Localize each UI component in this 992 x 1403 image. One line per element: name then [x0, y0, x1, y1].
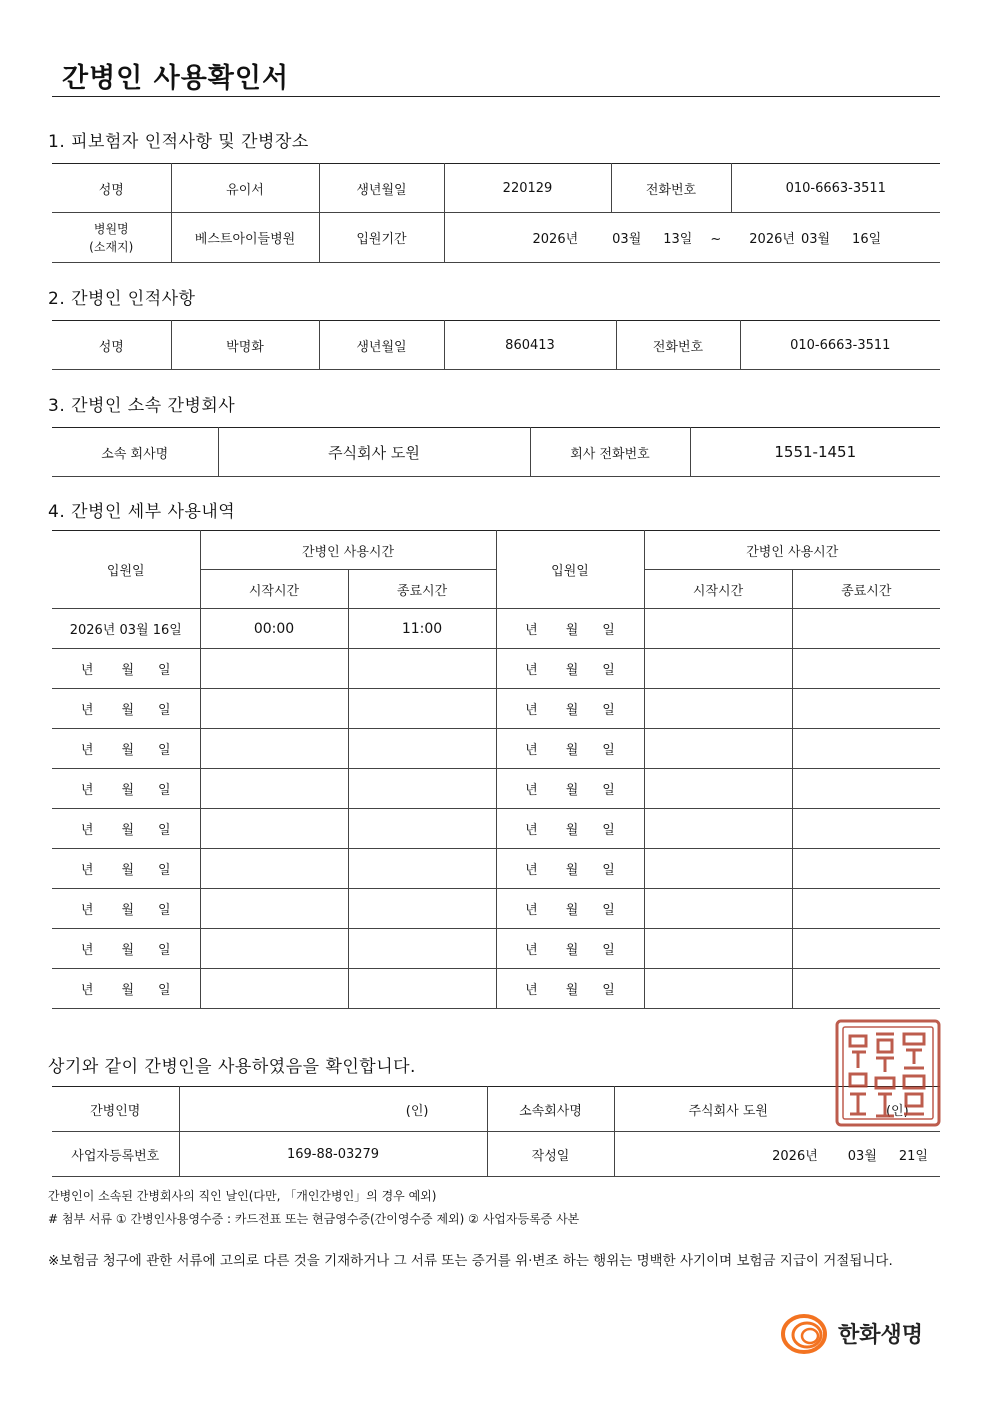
day-mark: 일: [158, 703, 171, 718]
usage-start-blank: [644, 929, 792, 969]
period-start-day: 13일: [663, 232, 693, 247]
usage-end-blank: [792, 889, 940, 929]
year-mark: 년: [525, 863, 538, 878]
company-seal-stamp: [834, 1018, 942, 1128]
usage-date-blank: [52, 769, 200, 809]
month-mark: 월: [565, 823, 579, 838]
title-divider: [52, 96, 940, 97]
usage-time-header-right: 간병인 사용시간: [644, 531, 940, 570]
month-mark: 월: [565, 623, 579, 638]
hanwha-logo-text: 한화생명: [838, 1323, 924, 1348]
hospital-label-sub: (소재지): [89, 239, 134, 254]
written-year: 2026년: [772, 1148, 818, 1164]
table-row: [52, 689, 940, 729]
insured-name: 유이서: [171, 164, 319, 213]
written-month: 03월: [847, 1148, 877, 1164]
hospital-name: 베스트아이들병원: [171, 213, 319, 263]
insured-birth: 220129: [444, 164, 611, 213]
section-1-heading: 1. 피보험자 인적사항 및 간병장소: [48, 132, 309, 152]
written-date-label: 작성일: [487, 1132, 614, 1177]
usage-start-blank: [644, 609, 792, 649]
usage-start-blank: [644, 769, 792, 809]
company-name-label: 소속 회사명: [52, 428, 218, 477]
year-mark: 년: [80, 863, 94, 878]
usage-start-blank: [644, 649, 792, 689]
caregiver-name-label: 성명: [52, 321, 171, 370]
day-mark: 일: [158, 983, 171, 998]
year-mark: 년: [80, 823, 94, 838]
usage-end-blank: [792, 849, 940, 889]
day-mark: 일: [158, 903, 171, 918]
section-2-heading: 2. 간병인 인적사항: [48, 289, 196, 309]
year-mark: 년: [80, 943, 94, 958]
year-mark: 년: [525, 623, 538, 638]
period-end-year: 2026년: [749, 232, 795, 247]
day-mark: 일: [602, 943, 615, 958]
page-title: 간병인 사용확인서: [62, 63, 290, 94]
day-mark: 일: [602, 823, 615, 838]
year-mark: 년: [80, 743, 94, 758]
usage-end-blank: [792, 649, 940, 689]
confirm-statement: 상기와 같이 간병인을 사용하였음을 확인합니다.: [48, 1057, 416, 1077]
day-mark: 일: [158, 943, 171, 958]
period-start-year: 2026년: [532, 232, 579, 247]
month-mark: 월: [121, 703, 135, 718]
section-4-heading: 4. 간병인 세부 사용내역: [48, 502, 236, 522]
day-mark: 일: [602, 703, 615, 718]
company-seal-mark: (인): [885, 1103, 909, 1119]
admission-period: [444, 213, 940, 263]
year-mark: 년: [525, 903, 538, 918]
month-mark: 월: [121, 743, 135, 758]
month-mark: 월: [565, 743, 579, 758]
period-end-month: 03월: [800, 232, 831, 247]
month-mark: 월: [565, 663, 579, 678]
seal-note: 간병인이 소속된 간병회사의 직인 날인(다만, 「개인간병인」의 경우 예외): [48, 1189, 437, 1203]
start-time-header-right: 시작시간: [644, 570, 792, 609]
usage-start-blank: [200, 809, 348, 849]
admit-date-header-left: 입원일: [52, 531, 200, 609]
caregiver-birth: 860413: [444, 321, 616, 370]
table-row: [52, 849, 940, 889]
month-mark: 월: [565, 783, 579, 798]
usage-date-blank: [496, 649, 644, 689]
caregiver-table: [52, 320, 940, 370]
usage-end-blank: [792, 729, 940, 769]
usage-end-blank: [348, 929, 496, 969]
company-sign-label: 소속회사명: [487, 1087, 614, 1132]
usage-date-blank: [496, 849, 644, 889]
usage-end-blank: [348, 889, 496, 929]
usage-end-blank: [348, 689, 496, 729]
month-mark: 월: [565, 863, 579, 878]
signature-table: [52, 1086, 940, 1177]
usage-table: [52, 530, 940, 1009]
company-phone: 1551-1451: [690, 428, 940, 477]
usage-date-blank: [52, 729, 200, 769]
usage-start-blank: [200, 889, 348, 929]
year-mark: 년: [525, 983, 538, 998]
usage-end-blank: [348, 969, 496, 1009]
usage-date-blank: [496, 809, 644, 849]
end-time-header-left: 종료시간: [348, 570, 496, 609]
usage-date-blank: [52, 649, 200, 689]
year-mark: 년: [525, 783, 538, 798]
caregiver-name: 박명화: [171, 321, 319, 370]
month-mark: 월: [565, 983, 579, 998]
usage-start-blank: [200, 689, 348, 729]
table-row: [52, 929, 940, 969]
insured-name-label: 성명: [52, 164, 171, 213]
year-mark: 년: [80, 983, 94, 998]
company-phone-label: 회사 전화번호: [530, 428, 690, 477]
end-time-header-right: 종료시간: [792, 570, 940, 609]
year-mark: 년: [525, 943, 538, 958]
bizno: 169-88-03279: [179, 1132, 487, 1177]
usage-end-blank: [792, 809, 940, 849]
month-mark: 월: [121, 783, 135, 798]
usage-start-blank: [200, 969, 348, 1009]
usage-start-blank: [644, 729, 792, 769]
bizno-label: 사업자등록번호: [52, 1132, 179, 1177]
usage-end-blank: [348, 809, 496, 849]
year-mark: 년: [80, 783, 94, 798]
usage-end-blank: [348, 769, 496, 809]
insured-phone: 010-6663-3511: [731, 164, 940, 213]
attachments-note: # 첨부 서류 ① 간병인사용영수증 : 카드전표 또는 현금영수증(간이영수증 제외) ② 사업자등록증 사본: [48, 1212, 580, 1226]
period-end-day: 16일: [852, 232, 882, 247]
day-mark: 일: [602, 743, 615, 758]
usage-start-blank: [200, 929, 348, 969]
usage-date-blank: [496, 969, 644, 1009]
usage-end-blank: [792, 609, 940, 649]
insured-birth-label: 생년월일: [319, 164, 444, 213]
company-table: [52, 427, 940, 477]
usage-end-blank: [792, 929, 940, 969]
usage-start: 00:00: [200, 609, 348, 649]
caregiver-phone-label: 전화번호: [616, 321, 740, 370]
day-mark: 일: [158, 743, 171, 758]
table-row: [52, 809, 940, 849]
period-label: 입원기간: [319, 213, 444, 263]
usage-date: 2026년 03월 16일: [52, 609, 200, 649]
insured-phone-label: 전화번호: [611, 164, 731, 213]
table-row: [52, 609, 940, 649]
start-time-header-left: 시작시간: [200, 570, 348, 609]
usage-end: 11:00: [348, 609, 496, 649]
usage-start-blank: [200, 729, 348, 769]
usage-start-blank: [644, 849, 792, 889]
usage-date-blank: [496, 729, 644, 769]
year-mark: 년: [525, 663, 538, 678]
day-mark: 일: [602, 663, 615, 678]
table-row: [52, 969, 940, 1009]
period-tilde: ~: [710, 232, 722, 247]
day-mark: 일: [602, 903, 615, 918]
usage-date-blank: [496, 889, 644, 929]
year-mark: 년: [525, 743, 538, 758]
table-row: [52, 649, 940, 689]
admit-date-header-right: 입원일: [496, 531, 644, 609]
caregiver-sign-label: 간병인명: [52, 1087, 179, 1132]
company-sign-name: 주식회사 도원: [688, 1103, 768, 1119]
written-date: [614, 1132, 940, 1177]
day-mark: 일: [602, 783, 615, 798]
usage-date-blank: [52, 689, 200, 729]
insured-table: [52, 163, 940, 263]
caregiver-birth-label: 생년월일: [319, 321, 444, 370]
fraud-warning: ※보험금 청구에 관한 서류에 고의로 다른 것을 기재하거나 그 서류 또는 증거를 위·변조 하는 행위는 명백한 사기이며 보험금 지급이 거절됩니다.: [48, 1253, 893, 1269]
period-start-month: 03월: [612, 232, 642, 247]
company-name: 주식회사 도원: [218, 428, 530, 477]
day-mark: 일: [602, 863, 615, 878]
year-mark: 년: [525, 703, 538, 718]
month-mark: 월: [565, 943, 579, 958]
usage-date-blank: [52, 969, 200, 1009]
usage-date-blank: [496, 609, 644, 649]
month-mark: 월: [121, 983, 135, 998]
usage-end-blank: [792, 689, 940, 729]
usage-time-header-left: 간병인 사용시간: [200, 531, 496, 570]
caregiver-seal-mark: (인): [179, 1087, 487, 1132]
hospital-label: [52, 213, 171, 263]
usage-date-blank: [52, 929, 200, 969]
usage-date-blank: [52, 809, 200, 849]
day-mark: 일: [158, 823, 171, 838]
usage-start-blank: [200, 769, 348, 809]
usage-end-blank: [792, 969, 940, 1009]
table-row: [52, 729, 940, 769]
day-mark: 일: [158, 663, 171, 678]
usage-end-blank: [792, 769, 940, 809]
caregiver-phone: 010-6663-3511: [740, 321, 940, 370]
table-row: [52, 889, 940, 929]
usage-start-blank: [644, 809, 792, 849]
usage-end-blank: [348, 649, 496, 689]
day-mark: 일: [158, 783, 171, 798]
usage-date-blank: [52, 849, 200, 889]
year-mark: 년: [80, 903, 94, 918]
day-mark: 일: [158, 863, 171, 878]
usage-start-blank: [644, 969, 792, 1009]
usage-date-blank: [52, 889, 200, 929]
hospital-label-main: 병원명: [93, 221, 129, 236]
usage-date-blank: [496, 769, 644, 809]
usage-start-blank: [200, 649, 348, 689]
usage-end-blank: [348, 729, 496, 769]
month-mark: 월: [565, 703, 579, 718]
usage-date-blank: [496, 689, 644, 729]
month-mark: 월: [121, 823, 135, 838]
usage-start-blank: [644, 889, 792, 929]
usage-start-blank: [200, 849, 348, 889]
table-row: [52, 769, 940, 809]
year-mark: 년: [525, 823, 538, 838]
usage-start-blank: [644, 689, 792, 729]
year-mark: 년: [80, 663, 94, 678]
month-mark: 월: [121, 863, 135, 878]
day-mark: 일: [602, 983, 615, 998]
written-day: 21일: [898, 1148, 928, 1164]
month-mark: 월: [121, 943, 135, 958]
year-mark: 년: [80, 703, 94, 718]
month-mark: 월: [121, 663, 135, 678]
month-mark: 월: [121, 903, 135, 918]
usage-end-blank: [348, 849, 496, 889]
day-mark: 일: [602, 623, 615, 638]
month-mark: 월: [565, 903, 579, 918]
section-3-heading: 3. 간병인 소속 간병회사: [48, 396, 236, 416]
usage-date-blank: [496, 929, 644, 969]
